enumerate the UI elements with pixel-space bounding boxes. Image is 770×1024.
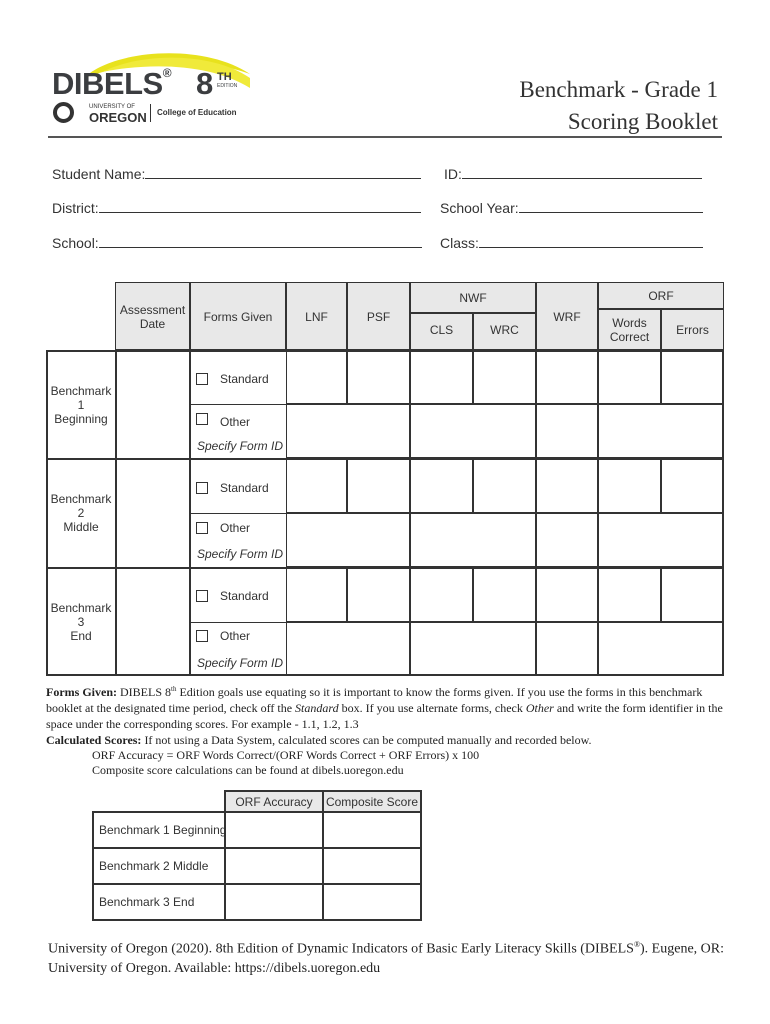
- student-name-field[interactable]: Student Name:: [52, 166, 421, 182]
- form-id-cell[interactable]: [598, 513, 724, 567]
- standard-checkbox[interactable]: [196, 482, 208, 494]
- orf-accuracy-cell[interactable]: [224, 883, 324, 921]
- header-lnf-label: LNF: [305, 310, 328, 324]
- logo-separator: [150, 104, 151, 122]
- score-cell[interactable]: [536, 459, 598, 513]
- row-label-benchmark-3: Benchmark 3 End: [50, 601, 112, 643]
- other-label: Other: [220, 629, 251, 643]
- form-id-cell[interactable]: [536, 404, 598, 458]
- standard-label: Standard: [220, 589, 269, 603]
- forms-given-note: Forms Given: DIBELS 8th Edition goals use equating so it is important to know the forms given. If you use the forms in this benchmark booklet at the designated time period, check off the Standard box. If you use alternate forms, check Other and write the form identifier in the space under the corresponding scores. For example - 1.1, 1.2, 1.3: [46, 685, 723, 731]
- header-words-correct-label: Words Correct: [609, 316, 650, 344]
- header-assessment-date-label: Assessment Date: [119, 303, 186, 331]
- score-cell[interactable]: [286, 459, 347, 513]
- orf-accuracy-label: ORF Accuracy: [235, 795, 313, 809]
- score-cell[interactable]: [347, 350, 410, 404]
- oregon-o-icon: [53, 102, 74, 123]
- header-forms-given-label: Forms Given: [203, 310, 273, 324]
- score-row-label: Benchmark 3 End: [99, 895, 195, 909]
- standard-checkbox[interactable]: [196, 590, 208, 602]
- orf-accuracy-cell[interactable]: [224, 847, 324, 885]
- id-field[interactable]: ID:: [444, 166, 702, 182]
- score-cell[interactable]: [661, 568, 724, 622]
- score-cell[interactable]: [286, 568, 347, 622]
- specify-form-id-label: Specify Form ID: [197, 547, 284, 561]
- score-cell[interactable]: [598, 459, 661, 513]
- header-errors-label: Errors: [676, 323, 709, 337]
- form-id-cell[interactable]: [536, 622, 598, 676]
- standard-label: Standard: [220, 481, 269, 495]
- other-label: Other: [220, 415, 251, 429]
- school-year-field[interactable]: School Year:: [440, 200, 703, 216]
- score-cell[interactable]: [473, 350, 536, 404]
- forms-given-divider: [190, 622, 286, 623]
- logo-wordmark: DIBELS®: [52, 66, 172, 101]
- logo-edition-suffix: TH: [217, 71, 232, 83]
- score-cell[interactable]: [598, 568, 661, 622]
- district-field[interactable]: District:: [52, 200, 421, 216]
- form-id-cell[interactable]: [410, 404, 536, 458]
- standard-label: Standard: [220, 372, 269, 386]
- score-cell[interactable]: [410, 350, 473, 404]
- orf-formula: ORF Accuracy = ORF Words Correct/(ORF Words Correct + ORF Errors) x 100: [92, 748, 480, 762]
- header-wrc-label: WRC: [490, 323, 519, 337]
- form-id-cell[interactable]: [286, 404, 410, 458]
- title-line-1: Benchmark - Grade 1: [519, 77, 718, 102]
- score-cell[interactable]: [473, 568, 536, 622]
- specify-form-id-label: Specify Form ID: [197, 656, 284, 670]
- other-checkbox[interactable]: [196, 522, 208, 534]
- logo-edition-number: 8: [196, 66, 214, 101]
- standard-checkbox[interactable]: [196, 373, 208, 385]
- logo-edition-word: EDITION: [217, 83, 238, 89]
- form-id-cell[interactable]: [598, 404, 724, 458]
- score-row-label: Benchmark 2 Middle: [99, 859, 209, 873]
- composite-score-cell[interactable]: [322, 847, 422, 885]
- form-id-cell[interactable]: [286, 513, 410, 567]
- form-id-cell[interactable]: [536, 513, 598, 567]
- logo-college: College of Education: [157, 108, 237, 117]
- form-id-cell[interactable]: [598, 622, 724, 676]
- logo-university-small: UNIVERSITY OF: [89, 104, 135, 110]
- score-cell[interactable]: [536, 350, 598, 404]
- forms-given-divider: [190, 404, 286, 405]
- score-cell[interactable]: [661, 459, 724, 513]
- other-checkbox[interactable]: [196, 630, 208, 642]
- document-title: [519, 74, 718, 138]
- header-cls-label: CLS: [429, 323, 454, 337]
- score-row-label: Benchmark 1 Beginning: [99, 823, 227, 837]
- score-cell[interactable]: [347, 459, 410, 513]
- header-wrf-label: WRF: [553, 310, 581, 324]
- school-field[interactable]: School:: [52, 235, 422, 251]
- title-line-2: Scoring Booklet: [567, 109, 718, 134]
- orf-accuracy-cell[interactable]: [224, 811, 324, 849]
- score-cell[interactable]: [410, 459, 473, 513]
- form-id-cell[interactable]: [410, 622, 536, 676]
- score-cell[interactable]: [473, 459, 536, 513]
- composite-score-cell[interactable]: [322, 883, 422, 921]
- header-divider: [48, 136, 722, 138]
- score-cell[interactable]: [661, 350, 724, 404]
- row-label-benchmark-1: Benchmark 1 Beginning: [50, 384, 112, 426]
- score-cell[interactable]: [536, 568, 598, 622]
- form-id-cell[interactable]: [410, 513, 536, 567]
- composite-score-label: Composite Score: [325, 795, 419, 809]
- other-label: Other: [220, 521, 251, 535]
- citation: University of Oregon (2020). 8th Edition of Dynamic Indicators of Basic Early Literacy Skills (DIBELS®). Eugene, OR: University of Oregon. Available: https://dibels.uoregon.edu: [48, 940, 724, 976]
- composite-note: Composite score calculations can be found at dibels.uoregon.edu: [92, 763, 404, 777]
- class-field[interactable]: Class:: [440, 235, 703, 251]
- header-psf-label: PSF: [366, 310, 391, 324]
- specify-form-id-label: Specify Form ID: [197, 439, 284, 453]
- score-cell[interactable]: [598, 350, 661, 404]
- calculated-scores-note: Calculated Scores: If not using a Data System, calculated scores can be computed manually and recorded below.: [46, 733, 592, 747]
- logo-university-name: OREGON: [89, 110, 147, 125]
- header-nwf-label: NWF: [459, 291, 487, 305]
- row-label-benchmark-2: Benchmark 2 Middle: [50, 492, 112, 534]
- form-id-cell[interactable]: [286, 622, 410, 676]
- header-orf-label: ORF: [648, 289, 674, 303]
- score-cell[interactable]: [347, 568, 410, 622]
- composite-score-cell[interactable]: [322, 811, 422, 849]
- other-checkbox[interactable]: [196, 413, 208, 425]
- score-cell[interactable]: [286, 350, 347, 404]
- forms-given-divider: [190, 513, 286, 514]
- score-cell[interactable]: [410, 568, 473, 622]
